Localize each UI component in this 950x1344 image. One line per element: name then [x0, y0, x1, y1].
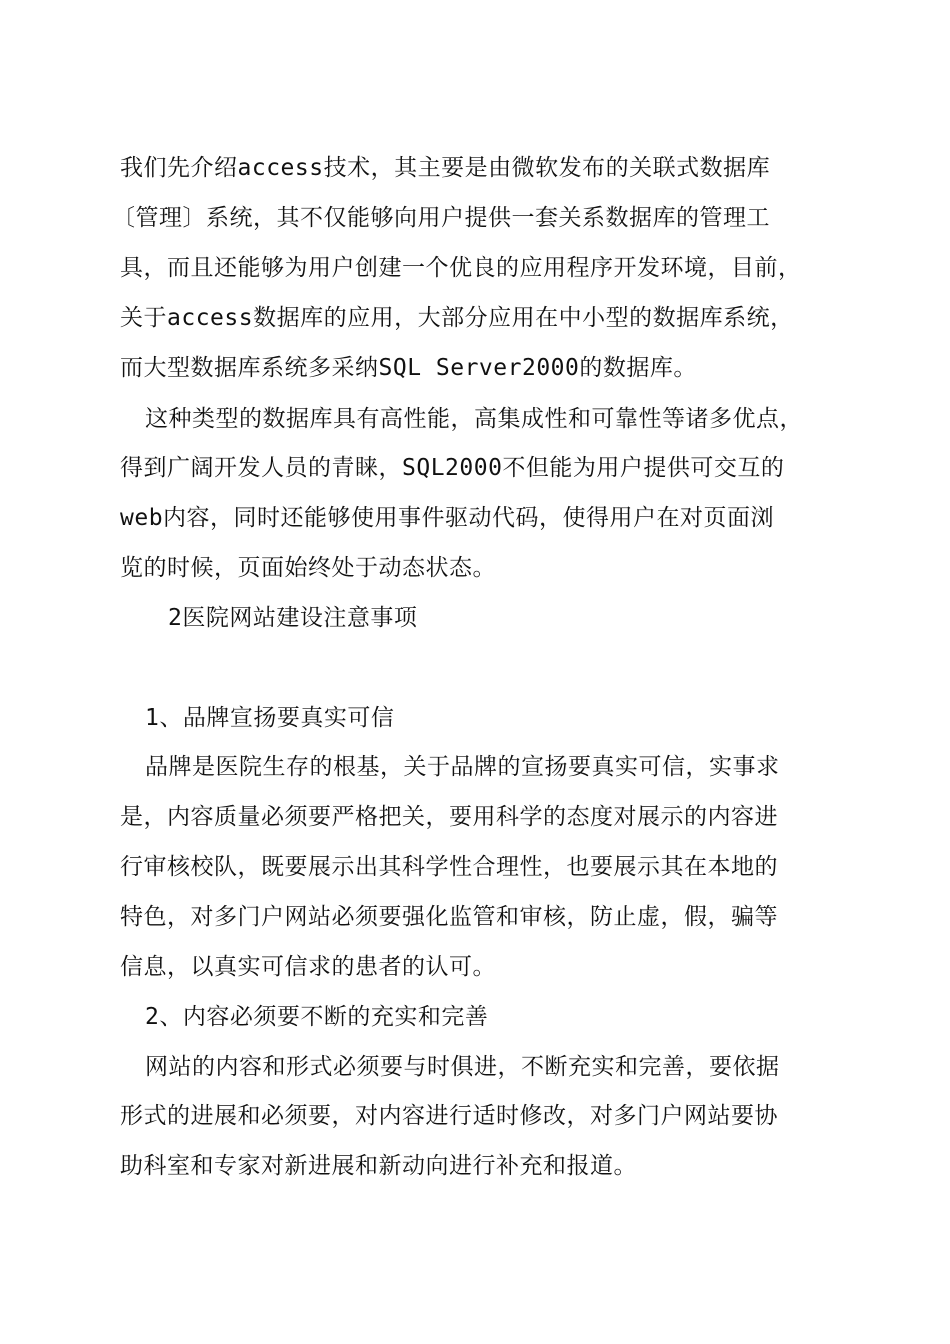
paragraph-4-line-2: 形式的进展和必须要，对内容进行适时修改，对多门户网站要协: [120, 1103, 778, 1129]
paragraph-4-line-3: 助科室和专家对新进展和新动向进行补充和报道。: [120, 1153, 637, 1179]
item-2-heading: 2、内容必须要不断的充实和完善: [145, 1004, 489, 1030]
paragraph-3-line-4: 特色，对多门户网站必须要强化监管和审核，防止虚，假，骗等: [120, 904, 778, 930]
paragraph-1-line-3: 具，而且还能够为用户创建一个优良的应用程序开发环境，目前，: [120, 255, 802, 281]
item-1-heading: 1、品牌宣扬要真实可信: [145, 705, 395, 731]
paragraph-3-line-1: 品牌是医院生存的根基，关于品牌的宣扬要真实可信，实事求: [145, 754, 780, 780]
paragraph-1-line-1: 我们先介绍access技术，其主要是由微软发布的关联式数据库: [120, 155, 771, 181]
paragraph-2-line-1: 这种类型的数据库具有高性能，高集成性和可靠性等诸多优点，: [145, 406, 803, 432]
paragraph-2-line-4: 览的时候，页面始终处于动态状态。: [120, 555, 496, 581]
paragraph-3-line-5: 信息，以真实可信求的患者的认可。: [120, 954, 496, 980]
section-heading: 2医院网站建设注意事项: [168, 605, 418, 631]
paragraph-1-line-5: 而大型数据库系统多采纳SQL Server2000的数据库。: [120, 355, 697, 381]
paragraph-3-line-2: 是，内容质量必须要严格把关，要用科学的态度对展示的内容进: [120, 804, 778, 830]
paragraph-2-line-2: 得到广阔开发人员的青睐，SQL2000不但能为用户提供可交互的: [120, 455, 785, 481]
paragraph-4-line-1: 网站的内容和形式必须要与时俱进，不断充实和完善，要依据: [145, 1054, 780, 1080]
paragraph-3-line-3: 行审核校队，既要展示出其科学性合理性，也要展示其在本地的: [120, 854, 778, 880]
paragraph-1-line-4: 关于access数据库的应用，大部分应用在中小型的数据库系统，: [120, 305, 794, 331]
paragraph-2-line-3: web内容，同时还能够使用事件驱动代码，使得用户在对页面浏: [120, 505, 775, 531]
paragraph-1-line-2: 〔管理〕系统，其不仅能够向用户提供一套关系数据库的管理工: [112, 205, 770, 231]
